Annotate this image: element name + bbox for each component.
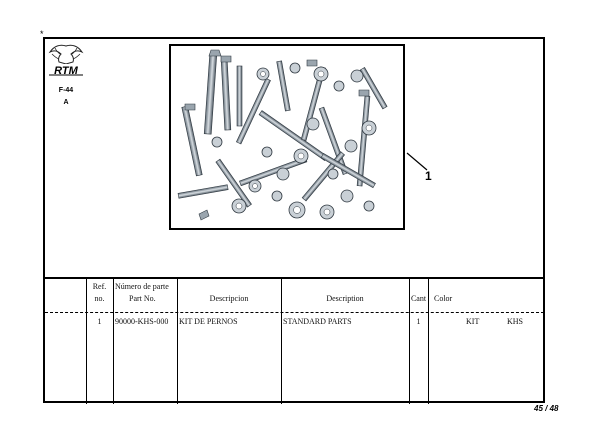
logo-text: RTM [54, 65, 78, 77]
header-description: Description [326, 294, 364, 303]
row-descripcion: KIT DE PERNOS [179, 317, 238, 326]
row-color-a: KIT [466, 317, 480, 326]
header-ref-line2: no. [94, 294, 105, 303]
callout-number: 1 [425, 169, 432, 183]
row-description: STANDARD PARTS [283, 317, 352, 326]
header-color: Color [434, 294, 453, 303]
header-part-line1: Número de parte [115, 282, 169, 291]
bolts-kit-image [171, 46, 403, 228]
header-cant: Cant [410, 294, 427, 303]
row-part-no: 90000-KHS-000 [115, 317, 169, 326]
header-part-line2: Part No. [129, 294, 156, 303]
figure-variant: A [63, 99, 69, 106]
eagle-logo-icon [46, 42, 86, 78]
parts-table [45, 277, 544, 404]
row-color-b: KHS [507, 317, 524, 326]
table-header-separator [45, 312, 544, 313]
figure-code: F-44 [58, 87, 74, 94]
corner-mark: * [40, 29, 44, 39]
brand-logo [46, 42, 86, 78]
table-column-divider [113, 279, 114, 404]
table-column-divider [428, 279, 429, 404]
header-ref-line1: Ref. [92, 282, 107, 291]
row-ref: 1 [97, 317, 102, 326]
row-cant: 1 [416, 317, 421, 326]
figure-code-block [46, 85, 86, 109]
page-number: 45 / 48 [534, 404, 559, 413]
header-descripcion: Descripcion [209, 294, 249, 303]
parts-photo [169, 44, 405, 230]
